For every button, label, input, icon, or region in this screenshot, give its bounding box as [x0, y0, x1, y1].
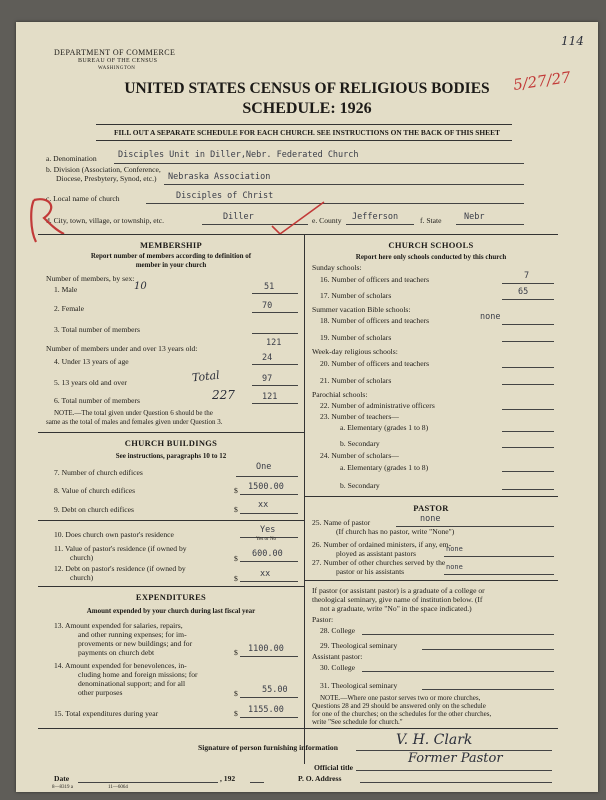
q18-value[interactable]: none	[480, 312, 501, 322]
q10-value[interactable]: Yes	[260, 525, 276, 535]
q17-value[interactable]: 65	[518, 287, 529, 297]
q23-label: 23. Number of teachers—	[320, 412, 399, 421]
form-title: UNITED STATES CENSUS OF RELIGIOUS BODIES	[124, 80, 490, 97]
underline	[252, 403, 298, 404]
q9-value[interactable]: xx	[258, 500, 269, 510]
corner-number: 114	[561, 34, 584, 48]
schools-sub: Report here only schools conducted by this church	[355, 253, 507, 261]
date-stamp-handwritten: 5/27/27	[512, 68, 572, 94]
q20-label: 20. Number of officers and teachers	[320, 359, 430, 368]
underline	[252, 293, 298, 294]
q28-label: 28. College	[320, 626, 356, 635]
signature-label: Signature of person furnishing information	[198, 743, 338, 752]
state-label: f. State	[420, 216, 442, 225]
q12-label: 12. Debt on pastor's residence (if owned by	[54, 564, 186, 573]
local-name-value[interactable]: Disciples of Christ	[176, 191, 274, 201]
q11-label-2: church)	[70, 553, 94, 562]
rule	[96, 140, 512, 141]
q13-value[interactable]: 1100.00	[248, 644, 284, 654]
q27-label-2: pastor or his assistants	[336, 567, 405, 576]
q8-dollar: $	[234, 486, 238, 495]
q5-value[interactable]: 97	[262, 374, 273, 384]
q14-label-4: other purposes	[78, 688, 123, 697]
rule	[304, 496, 558, 497]
underline	[502, 384, 554, 385]
city-value[interactable]: Diller	[223, 212, 254, 222]
underline	[502, 409, 554, 410]
q6-label: 6. Total number of members	[54, 396, 141, 405]
q5-note: Total	[191, 368, 221, 385]
schedule-title: SCHEDULE: 1926	[242, 100, 372, 117]
q14-value[interactable]: 55.00	[262, 685, 288, 695]
underline	[444, 574, 554, 575]
q10-label: 10. Does church own pastor's residence	[54, 530, 174, 539]
underline	[362, 671, 554, 672]
form-number-2: 11—6064	[108, 785, 128, 790]
underline	[236, 476, 298, 477]
rule	[96, 124, 512, 125]
q13-dollar: $	[234, 648, 238, 657]
county-value[interactable]: Jefferson	[352, 212, 399, 222]
pastor-note-1: NOTE.—Where one pastor serves two or more churches,	[320, 694, 481, 702]
q15-value[interactable]: 1155.00	[248, 705, 284, 715]
underline	[252, 312, 298, 313]
weekday-label: Week-day religious schools:	[312, 347, 398, 356]
underline	[146, 203, 524, 204]
q16-label: 16. Number of officers and teachers	[320, 275, 430, 284]
underline	[78, 782, 218, 783]
underline	[240, 494, 298, 495]
buildings-heading: CHURCH BUILDINGS	[124, 438, 218, 448]
q2-label: 2. Female	[54, 304, 84, 313]
q26-label: 26. Number of ordained ministers, if any, em-	[312, 540, 452, 549]
q9-dollar: $	[234, 505, 238, 514]
membership-note-1: NOTE.—The total given under Question 6 should be the	[54, 409, 213, 417]
instruction-line: FILL OUT A SEPARATE SCHEDULE FOR EACH CHURCH. SEE INSTRUCTIONS ON THE BACK OF THIS SHEET	[114, 128, 500, 137]
q13-label: 13. Amount expended for salaries, repairs,	[54, 621, 183, 630]
underline	[252, 364, 298, 365]
city-label: d. City, town, village, or township, etc.	[46, 216, 165, 225]
q3-label: 3. Total number of members	[54, 325, 141, 334]
q1-note: 10	[134, 281, 147, 292]
po-address-label: P. O. Address	[298, 774, 342, 783]
q27-label: 27. Number of other churches served by the	[312, 558, 446, 567]
rule	[38, 520, 304, 521]
q4-value[interactable]: 24	[262, 353, 273, 363]
pastor-note-2: Questions 28 and 29 should be answered only on the schedule	[312, 702, 486, 710]
underline	[346, 224, 414, 225]
q25-value[interactable]: none	[420, 514, 441, 524]
underline	[240, 581, 298, 582]
q7-value[interactable]: One	[256, 462, 272, 472]
q2-value[interactable]: 70	[262, 301, 273, 311]
underline	[422, 689, 554, 690]
q17-label: 17. Number of scholars	[320, 291, 392, 300]
q5-label: 5. 13 years old and over	[54, 378, 127, 387]
denomination-label: a. Denomination	[46, 154, 97, 163]
q15-label: 15. Total expenditures during year	[54, 709, 159, 718]
q12-value[interactable]: xx	[260, 569, 271, 579]
q4-label: 4. Under 13 years of age	[54, 357, 129, 366]
underline	[502, 447, 554, 448]
q12-label-2: church)	[70, 573, 94, 582]
membership-note-2: same as the total of males and females given under Question 3.	[46, 418, 223, 426]
signature-value[interactable]: V. H. Clark	[396, 732, 473, 748]
underline	[502, 299, 554, 300]
q14-label: 14. Amount expended for benevolences, in-	[54, 661, 187, 670]
expenditures-sub: Amount expended by your church during last fiscal year	[86, 607, 256, 615]
q26-label-2: ployed as assistant pastors	[336, 549, 416, 558]
underline	[360, 782, 552, 783]
underline	[114, 163, 524, 164]
denomination-value[interactable]: Disciples Unit in Diller,Nebr. Federated Church	[118, 150, 359, 160]
graduate-line-3: not a graduate, write "No" in the space indicated.)	[320, 604, 472, 613]
q1-value[interactable]: 51	[264, 282, 275, 292]
q23b-label: b. Secondary	[340, 439, 380, 448]
membership-sub2: member in your church	[135, 261, 207, 269]
q8-value[interactable]: 1500.00	[248, 482, 284, 492]
underline	[240, 656, 298, 657]
pastor-heading: PASTOR	[413, 503, 449, 513]
membership-heading: MEMBERSHIP	[139, 240, 203, 250]
underline	[240, 561, 298, 562]
q11-value[interactable]: 600.00	[252, 549, 283, 559]
underline	[456, 224, 524, 225]
underline	[502, 431, 554, 432]
graduate-line-1: If pastor (or assistant pastor) is a graduate of a college or	[312, 586, 485, 595]
official-title-value[interactable]: Former Pastor	[408, 751, 503, 766]
underline	[502, 471, 554, 472]
city-name: WASHINGTON	[98, 66, 136, 71]
q13-label-3: provements or new buildings; and for	[78, 639, 193, 648]
division-label: b. Division (Association, Conference,	[46, 165, 161, 174]
parochial-label: Parochial schools:	[312, 390, 368, 399]
q22-label: 22. Number of administrative officers	[320, 401, 435, 410]
q11-dollar: $	[234, 554, 238, 563]
q14-label-3: denominational support; and for all	[78, 679, 186, 688]
underline	[502, 283, 554, 284]
sunday-label: Sunday schools:	[312, 263, 362, 272]
q6-value[interactable]: 121	[262, 392, 278, 402]
underline	[252, 385, 298, 386]
membership-sub1: Report number of members according to definition of	[90, 252, 252, 260]
q24a-label: a. Elementary (grades 1 to 8)	[340, 463, 429, 472]
q23a-label: a. Elementary (grades 1 to 8)	[340, 423, 429, 432]
local-name-label: c. Local name of church	[46, 194, 120, 203]
q14-dollar: $	[234, 689, 238, 698]
age-label: Number of members under and over 13 years old:	[46, 344, 198, 353]
pastor-sub-label: Pastor:	[312, 615, 334, 624]
by-sex-label: Number of members, by sex:	[46, 274, 135, 283]
assistant-pastor-label: Assistant pastor:	[312, 652, 363, 661]
q13-label-4: payments on church debt	[78, 648, 155, 657]
q21-label: 21. Number of scholars	[320, 376, 392, 385]
division-value[interactable]: Nebraska Association	[168, 172, 271, 182]
graduate-line-2: theological seminary, give name of institution below. (If	[312, 595, 483, 604]
q25-hint: (If church has no pastor, write "None")	[336, 527, 455, 536]
underline	[422, 649, 554, 650]
rule	[38, 586, 304, 587]
schools-heading: CHURCH SCHOOLS	[388, 240, 474, 250]
rule	[38, 728, 558, 729]
q30-label: 30. College	[320, 663, 356, 672]
q6-note: 227	[212, 388, 235, 402]
official-title-label: Official title	[314, 763, 354, 772]
division-label-2: Diocese, Presbytery, Synod, etc.)	[56, 174, 157, 183]
underline	[502, 324, 554, 325]
form-number-1: 8—8319 a	[52, 785, 73, 790]
bureau-name: BUREAU OF THE CENSUS	[78, 58, 158, 64]
q31-label: 31. Theological seminary	[320, 681, 398, 690]
rule	[38, 234, 558, 235]
summer-label: Summer vacation Bible schools:	[312, 305, 411, 314]
q12-dollar: $	[234, 574, 238, 583]
underline	[362, 634, 554, 635]
county-label: e. County	[312, 216, 342, 225]
age-value[interactable]: 121	[266, 338, 282, 348]
q26-value[interactable]: none	[446, 545, 463, 553]
q15-dollar: $	[234, 709, 238, 718]
census-form-sheet	[16, 22, 598, 792]
buildings-sub: See instructions, paragraphs 10 to 12	[115, 452, 227, 460]
q13-label-2: and other running expenses; for im-	[78, 630, 187, 639]
q25-label: 25. Name of pastor	[312, 518, 371, 527]
pastor-note-3: for one of the churches; on the schedules for the other churches,	[312, 710, 492, 718]
red-check-mark-2	[270, 198, 326, 238]
underline	[250, 782, 264, 783]
underline	[502, 341, 554, 342]
underline	[502, 489, 554, 490]
q11-label: 11. Value of pastor's residence (if owned by	[54, 544, 187, 553]
q9-label: 9. Debt on church edifices	[54, 505, 134, 514]
date-year: , 192	[220, 774, 236, 783]
department-name: DEPARTMENT OF COMMERCE	[54, 48, 176, 57]
q18-label: 18. Number of officers and teachers	[320, 316, 430, 325]
q10-hint: Yes or No	[256, 537, 277, 542]
underline	[252, 333, 298, 334]
underline	[240, 697, 298, 698]
date-label: Date	[54, 774, 70, 783]
q1-label: 1. Male	[54, 285, 78, 294]
q7-label: 7. Number of church edifices	[54, 468, 143, 477]
q27-value[interactable]: none	[446, 563, 463, 571]
rule	[304, 580, 558, 581]
q29-label: 29. Theological seminary	[320, 641, 398, 650]
expenditures-heading: EXPENDITURES	[135, 592, 207, 602]
underline	[502, 367, 554, 368]
underline	[240, 513, 298, 514]
q14-label-2: cluding home and foreign missions; for	[78, 670, 198, 679]
pastor-note-4: write "See schedule for church."	[312, 718, 403, 726]
underline	[444, 556, 554, 557]
underline	[356, 770, 552, 771]
underline	[240, 717, 298, 718]
q19-label: 19. Number of scholars	[320, 333, 392, 342]
rule	[38, 432, 304, 433]
state-value[interactable]: Nebr	[464, 212, 485, 222]
column-divider	[304, 234, 305, 764]
q24b-label: b. Secondary	[340, 481, 380, 490]
q24-label: 24. Number of scholars—	[320, 451, 399, 460]
q16-value[interactable]: 7	[524, 271, 530, 281]
q8-label: 8. Value of church edifices	[54, 486, 136, 495]
underline	[164, 184, 524, 185]
